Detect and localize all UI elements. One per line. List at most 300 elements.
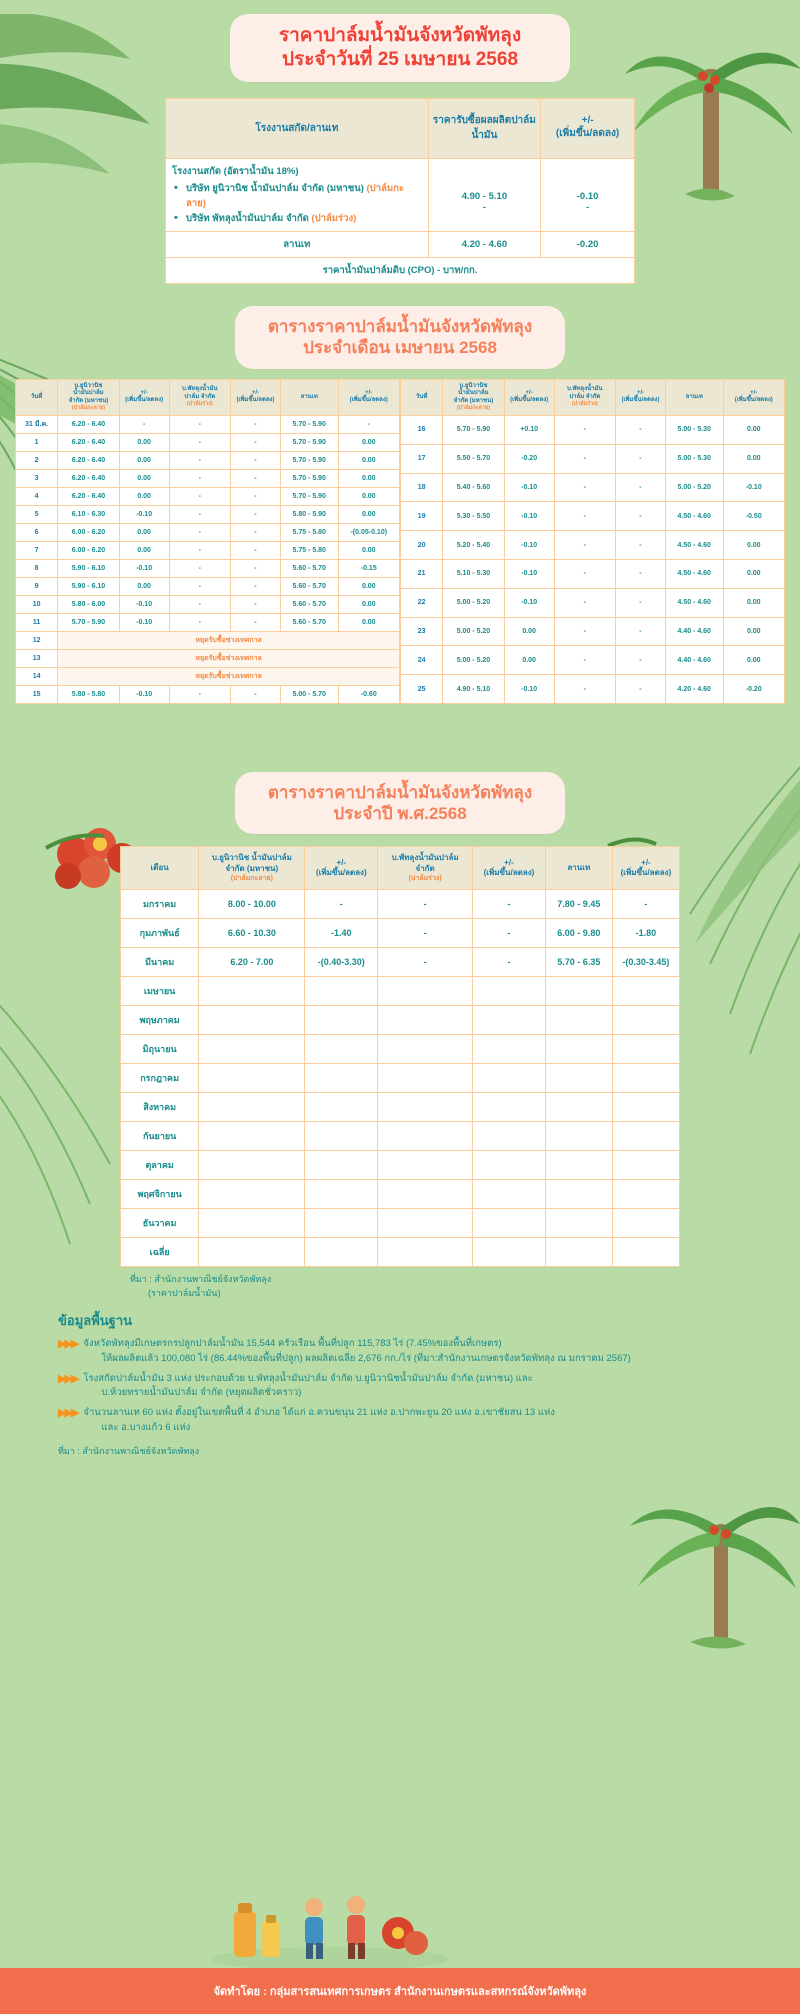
table-row <box>121 1093 680 1122</box>
cell-c1 <box>199 1093 305 1122</box>
cell-c2: +0.10 <box>504 415 554 444</box>
month-table-title <box>235 306 565 369</box>
cell-c3: - <box>169 685 230 703</box>
cell-c1 <box>199 1064 305 1093</box>
cell-day: 4 <box>16 487 58 505</box>
illustration-products-people <box>210 1859 450 1969</box>
cell-c6: 0.00 <box>723 444 784 473</box>
info-row <box>58 1372 758 1401</box>
cell-c4: - <box>473 919 546 948</box>
hdr-line: +/- <box>525 389 533 396</box>
hdr-line: จำกัด (มหาชน) <box>225 863 279 873</box>
cell-day: 5 <box>16 505 58 523</box>
table-row <box>121 1180 680 1209</box>
cell-c4 <box>473 1093 546 1122</box>
lanthe-label: ลานเท <box>166 232 429 258</box>
cell-c2: -0.20 <box>504 444 554 473</box>
cell-c1: 6.20 - 6.40 <box>58 469 119 487</box>
table-row <box>16 613 400 631</box>
cell-c3 <box>378 1035 473 1064</box>
table-row <box>16 451 400 469</box>
table-row <box>121 919 680 948</box>
table-row-mills <box>166 158 635 232</box>
table-row <box>401 588 785 617</box>
table-row <box>16 541 400 559</box>
col-header-change3 <box>723 379 784 415</box>
month-title-line2: ประจำเดือน เมษายน 2568 <box>303 338 497 358</box>
cell-month: มิถุนายน <box>121 1035 199 1064</box>
page-title-line1: ราคาปาล์มน้ำมันจังหวัดพัทลุง <box>278 25 522 46</box>
cell-c4: - <box>616 646 666 675</box>
cell-c2: 0.00 <box>119 523 169 541</box>
palm-tree-icon <box>604 1444 800 1674</box>
table-row <box>121 1035 680 1064</box>
cell-c4: - <box>231 577 281 595</box>
cell-c5 <box>545 1209 612 1238</box>
cell-c1: 5.00 - 5.20 <box>443 646 504 675</box>
cell-c3 <box>378 1093 473 1122</box>
hdr-line: จำกัด (มหาชน) <box>68 397 109 404</box>
cell-c3 <box>378 1238 473 1267</box>
hdr-sub: (ปาล์มกะลาย) <box>230 875 273 883</box>
table-row <box>121 1006 680 1035</box>
lanthe-change: -0.20 <box>541 232 635 258</box>
cell-c3: - <box>554 415 615 444</box>
cell-c6: 0.00 <box>723 415 784 444</box>
table-row <box>401 473 785 502</box>
hdr-line: (เพิ่มขึ้น/ลดลง) <box>236 397 275 404</box>
col-header-phatthalung <box>378 847 473 890</box>
cell-c2: -1.40 <box>305 919 378 948</box>
year-title-line2: ประจำปี พ.ศ.2568 <box>333 804 467 824</box>
mill-change-1: - <box>586 201 590 213</box>
cell-c3: - <box>169 613 230 631</box>
yearly-source <box>130 1273 680 1300</box>
cell-c1: 6.20 - 7.00 <box>199 948 305 977</box>
cell-c3 <box>378 977 473 1006</box>
col-header-change2 <box>616 379 666 415</box>
table-row <box>16 649 400 667</box>
hdr-line: บ.ยูนิวานิช <box>459 382 488 389</box>
cell-c1: 6.00 - 6.20 <box>58 541 119 559</box>
col-header-lanthe: ลานเท <box>665 379 723 415</box>
cell-c1: 6.00 - 6.20 <box>58 523 119 541</box>
col-header-month: เดือน <box>121 847 199 890</box>
cell-c3: - <box>554 473 615 502</box>
hdr-line: บ.ยูนิวานิช น้ำมันปาล์ม <box>211 853 292 863</box>
cell-day: 7 <box>16 541 58 559</box>
hdr-line: +/- <box>504 857 514 867</box>
cell-c4: - <box>231 595 281 613</box>
cell-c2: - <box>119 415 169 433</box>
cell-day: 1 <box>16 433 58 451</box>
cell-month: เฉลี่ย <box>121 1238 199 1267</box>
cell-c5 <box>545 1093 612 1122</box>
cell-c4: - <box>231 541 281 559</box>
cell-c5 <box>545 1035 612 1064</box>
year-table-title <box>235 772 565 835</box>
cell-c4: - <box>231 523 281 541</box>
info-line: และ อ.บางแก้ว 6 แห่ง <box>101 1421 191 1433</box>
yearly-price-table-wrap <box>120 846 680 1300</box>
cell-day: 23 <box>401 617 443 646</box>
cell-c6 <box>612 1122 679 1151</box>
hdr-sub: (ปาล์มร่วง) <box>571 401 598 408</box>
monthly-price-table-left <box>15 379 400 704</box>
hdr-line: น้ำมันปาล์ม <box>458 390 489 397</box>
mill-price-0: 4.90 - 5.10 <box>461 190 508 202</box>
cell-c2: -0.10 <box>504 473 554 502</box>
cell-c5 <box>545 1122 612 1151</box>
cell-c5 <box>545 1006 612 1035</box>
cell-c5: 4.50 - 4.60 <box>665 502 723 531</box>
hdr-line: +/- <box>365 389 373 396</box>
cell-day: 31 มี.ค. <box>16 415 58 433</box>
cell-c6: -0.20 <box>723 675 784 704</box>
table-header-row <box>16 379 400 415</box>
cell-c5: 5.00 - 5.70 <box>280 685 338 703</box>
mill-price-cell <box>428 158 541 232</box>
table-header-row <box>401 379 785 415</box>
cell-c6: -(0.30-3.45) <box>612 948 679 977</box>
cell-c5: 4.40 - 4.60 <box>665 617 723 646</box>
triple-arrow-icon: ▶▶▶ <box>58 1407 78 1420</box>
cell-c1: 5.70 - 5.90 <box>58 613 119 631</box>
cell-c6 <box>612 1006 679 1035</box>
triple-arrow-icon: ▶▶▶ <box>58 1372 78 1385</box>
cell-c4: - <box>616 559 666 588</box>
cell-c1: 5.40 - 5.60 <box>443 473 504 502</box>
cell-c6 <box>612 1209 679 1238</box>
cell-day: 16 <box>401 415 443 444</box>
cell-c1: 8.00 - 10.00 <box>199 890 305 919</box>
col-header-day: วันที่ <box>401 379 443 415</box>
mill-name: บริษัท พัทลุงน้ำมันปาล์ม จำกัด <box>186 212 309 224</box>
cell-month: ตุลาคม <box>121 1151 199 1180</box>
hdr-line: ปาล์ม จำกัด <box>184 393 216 400</box>
cell-c5: 5.75 - 5.80 <box>280 541 338 559</box>
cell-c1 <box>199 1035 305 1064</box>
cell-c6: 0.00 <box>723 646 784 675</box>
cell-c6: 0.00 <box>338 577 399 595</box>
table-row <box>401 502 785 531</box>
col-header-change1 <box>119 379 169 415</box>
table-row <box>401 617 785 646</box>
cell-holiday: หยุดรับซื้อช่วงเทศกาล <box>58 631 400 649</box>
col-header-price: ราคารับซื้อผลผลิตปาล์มน้ำมัน <box>428 98 541 158</box>
cell-day: 19 <box>401 502 443 531</box>
info-text <box>83 1406 554 1435</box>
cell-c5: 5.70 - 5.90 <box>280 451 338 469</box>
cell-c5 <box>545 1180 612 1209</box>
hdr-line: +/- <box>636 389 645 396</box>
cpo-price-text: ราคาน้ำมันปาล์มดิบ (CPO) - บาท/กก. <box>166 258 635 284</box>
cell-day: 14 <box>16 667 58 685</box>
cell-holiday: หยุดรับซื้อช่วงเทศกาล <box>58 649 400 667</box>
hdr-line: (เพิ่มขึ้น/ลดลง) <box>510 397 549 404</box>
cell-c5: 5.60 - 5.70 <box>280 577 338 595</box>
table-row <box>401 675 785 704</box>
hdr-sub: (ปาล์มกะลาย) <box>456 405 491 412</box>
cell-c4: - <box>616 444 666 473</box>
hdr-line: (เพิ่มขึ้น/ลดลง) <box>315 868 367 878</box>
cell-day: 17 <box>401 444 443 473</box>
cell-c6: 0.00 <box>338 487 399 505</box>
cell-c1: 5.50 - 5.70 <box>443 444 504 473</box>
cell-c6 <box>612 1064 679 1093</box>
hdr-line: บ.พัทลุงน้ำมันปาล์ม <box>391 853 459 863</box>
cell-c6 <box>612 1093 679 1122</box>
cell-c1: 5.80 - 6.00 <box>58 595 119 613</box>
hdr-line: น้ำมันปาล์ม <box>73 390 104 397</box>
basic-info-source: ที่มา : สำนักงานพาณิชย์จังหวัดพัทลุง <box>58 1445 200 1456</box>
hdr-line: จำกัด <box>415 863 435 873</box>
table-row <box>16 685 400 703</box>
cell-c1: 4.90 - 5.10 <box>443 675 504 704</box>
basic-info-list <box>58 1337 758 1435</box>
monthly-price-tables <box>15 379 785 704</box>
cell-c4 <box>473 1064 546 1093</box>
hdr-line: +/- <box>336 857 347 867</box>
cell-c6: 0.00 <box>723 559 784 588</box>
cell-c5: 4.50 - 4.60 <box>665 531 723 560</box>
cell-c5 <box>545 1064 612 1093</box>
cell-day: 24 <box>401 646 443 675</box>
cell-c2: -0.10 <box>119 505 169 523</box>
cell-c5: 5.00 - 5.30 <box>665 444 723 473</box>
cell-c3 <box>378 1151 473 1180</box>
cell-c4 <box>473 1151 546 1180</box>
cell-c4: - <box>616 415 666 444</box>
cell-c6 <box>612 977 679 1006</box>
cell-c5: 5.60 - 5.70 <box>280 595 338 613</box>
cell-c6: 0.00 <box>338 469 399 487</box>
cell-c1: 5.00 - 5.20 <box>443 588 504 617</box>
cell-c3: - <box>554 617 615 646</box>
cell-c4: - <box>231 505 281 523</box>
cell-c5 <box>545 977 612 1006</box>
cell-day: 9 <box>16 577 58 595</box>
cell-c2: 0.00 <box>119 487 169 505</box>
col-header-phatthalung <box>169 379 230 415</box>
cell-c6: 0.00 <box>723 617 784 646</box>
cell-c1 <box>199 1122 305 1151</box>
col-header-change3 <box>338 379 399 415</box>
cell-c1: 5.90 - 6.10 <box>58 559 119 577</box>
col-header-change-bottom: (เพิ่มขึ้น/ลดลง) <box>555 128 620 139</box>
cell-c2: 0.00 <box>119 469 169 487</box>
cell-c5: 7.80 - 9.45 <box>545 890 612 919</box>
yearly-price-table <box>120 846 680 1267</box>
info-line: จังหวัดพัทลุงมีเกษตรกรปลูกปาล์มน้ำมัน 15,544 ครัวเรือน พื้นที่ปลูก 115,783 ไร่ (7.45%ของพื้นที่เกษตร) <box>83 1338 502 1350</box>
cell-c3: - <box>169 541 230 559</box>
yearly-source-line2: (ราคาปาล์มน้ำมัน) <box>148 1287 221 1298</box>
lanthe-price: 4.20 - 4.60 <box>428 232 541 258</box>
cell-month: มกราคม <box>121 890 199 919</box>
cell-c4 <box>473 1180 546 1209</box>
cell-c5 <box>545 1151 612 1180</box>
mill-cell <box>166 158 429 232</box>
cell-c1 <box>199 1006 305 1035</box>
hdr-sub: (ปาล์มร่วง) <box>186 401 213 408</box>
cell-c5: 5.00 - 5.30 <box>665 415 723 444</box>
table-row <box>16 577 400 595</box>
table-row <box>401 444 785 473</box>
hdr-line: +/- <box>251 389 260 396</box>
cell-c6 <box>612 1151 679 1180</box>
footer-text: จัดทำโดย : กลุ่มสารสนเทศการเกษตร สำนักงานเกษตรและสหกรณ์จังหวัดพัทลุง <box>213 1986 587 1998</box>
mill-price-1: - <box>482 201 486 213</box>
hdr-line: บ.พัทลุงน้ำมัน <box>182 386 218 393</box>
cell-c2: 0.00 <box>119 451 169 469</box>
cell-c4: - <box>231 613 281 631</box>
cell-c4: - <box>616 675 666 704</box>
cell-c3: - <box>554 675 615 704</box>
cell-c3 <box>378 1180 473 1209</box>
cell-c5: 5.00 - 5.20 <box>665 473 723 502</box>
cell-c4: - <box>231 487 281 505</box>
cell-c5: 5.60 - 5.70 <box>280 613 338 631</box>
cell-c6: - <box>338 415 399 433</box>
basic-info-heading: ข้อมูลพื้นฐาน <box>58 1313 133 1329</box>
table-row <box>121 1122 680 1151</box>
cell-c2: -0.10 <box>504 559 554 588</box>
cell-c4: - <box>231 469 281 487</box>
col-header-lanthe: ลานเท <box>545 847 612 890</box>
cell-c4 <box>473 1238 546 1267</box>
cell-c2 <box>305 1035 378 1064</box>
cell-month: พฤศจิกายน <box>121 1180 199 1209</box>
table-row-cpo <box>166 258 635 284</box>
hdr-line: (เพิ่มขึ้น/ลดลง) <box>734 397 773 404</box>
col-header-change <box>541 98 635 158</box>
monthly-left-body <box>16 415 400 703</box>
table-row <box>16 631 400 649</box>
cell-c4: - <box>231 415 281 433</box>
col-header-factory: โรงงานสกัด/ลานเท <box>166 98 429 158</box>
cell-c3: - <box>554 588 615 617</box>
mill-note: (ปาล์มกะลาย) <box>186 182 404 209</box>
list-item <box>172 181 422 211</box>
cell-c1: 6.10 - 6.30 <box>58 505 119 523</box>
cell-day: 2 <box>16 451 58 469</box>
cell-c4: - <box>616 531 666 560</box>
cell-c3: - <box>169 433 230 451</box>
cell-month: มีนาคม <box>121 948 199 977</box>
cell-c3: - <box>378 948 473 977</box>
cell-month: กุมภาพันธ์ <box>121 919 199 948</box>
table-row <box>401 531 785 560</box>
cell-c2: 0.00 <box>504 617 554 646</box>
col-header-change2 <box>473 847 546 890</box>
cell-c2: 0.00 <box>504 646 554 675</box>
cell-c4: - <box>231 559 281 577</box>
col-header-univanich <box>58 379 119 415</box>
yearly-source-line1: ที่มา : สำนักงานพาณิชย์จังหวัดพัทลุง <box>130 1274 272 1285</box>
cell-month: สิงหาคม <box>121 1093 199 1122</box>
col-header-change3 <box>612 847 679 890</box>
hdr-line: +/- <box>641 857 651 867</box>
cell-month: ธันวาคม <box>121 1209 199 1238</box>
cell-c6: 0.00 <box>338 541 399 559</box>
cell-day: 6 <box>16 523 58 541</box>
cell-c2: 0.00 <box>119 433 169 451</box>
cell-day: 25 <box>401 675 443 704</box>
table-row <box>16 667 400 685</box>
cell-c6: 0.00 <box>338 505 399 523</box>
cell-c1: 5.10 - 5.30 <box>443 559 504 588</box>
col-header-univanich <box>443 379 504 415</box>
cell-c2 <box>305 1093 378 1122</box>
hdr-line: ปาล์ม จำกัด <box>569 393 601 400</box>
table-row <box>16 523 400 541</box>
col-header-change1 <box>504 379 554 415</box>
cell-c4: - <box>616 588 666 617</box>
table-row <box>16 595 400 613</box>
hdr-line: บ.ยูนิวานิช <box>74 382 103 389</box>
footer-bar <box>0 1968 800 2014</box>
cell-day: 20 <box>401 531 443 560</box>
cell-c6: -1.80 <box>612 919 679 948</box>
cell-c6 <box>612 1035 679 1064</box>
cell-day: 3 <box>16 469 58 487</box>
cell-c2: -0.10 <box>119 559 169 577</box>
hdr-sub: (ปาล์มร่วง) <box>408 875 442 883</box>
cell-c4 <box>473 977 546 1006</box>
cell-c3 <box>378 1064 473 1093</box>
cell-c6: 0.00 <box>723 588 784 617</box>
cell-day: 10 <box>16 595 58 613</box>
cell-holiday: หยุดรับซื้อช่วงเทศกาล <box>58 667 400 685</box>
info-line: โรงสกัดปาล์มน้ำมัน 3 แห่ง ประกอบด้วย บ.พัทลุงน้ำมันปาล์ม จำกัด บ.ยูนิวานิชน้ำมันปาล์ม จำกัด (มหาชน) และ <box>83 1372 533 1384</box>
basic-info-section <box>58 1310 758 1457</box>
table-row-lanthe <box>166 232 635 258</box>
cell-c5: 5.70 - 5.90 <box>280 487 338 505</box>
info-line: ให้ผลผลิตแล้ว 100,080 ไร่ (86.44%ของพื้นที่ปลูก) ผลผลิตเฉลี่ย 2,676 กก./ไร่ (ที่มา:สำนักงานเกษตรจังหวัดพัทลุง ณ มกราคม 2567) <box>101 1353 631 1365</box>
col-header-univanich <box>199 847 305 890</box>
table-row <box>121 1238 680 1267</box>
cell-c3: - <box>378 919 473 948</box>
hdr-line: +/- <box>750 389 758 396</box>
cell-c2: -0.10 <box>504 588 554 617</box>
info-row <box>58 1406 758 1435</box>
cell-c3: - <box>554 502 615 531</box>
monthly-right-body <box>401 415 785 703</box>
table-row <box>121 1151 680 1180</box>
cell-c4: - <box>231 451 281 469</box>
table-row <box>121 1209 680 1238</box>
table-row <box>16 505 400 523</box>
cell-c6: -0.50 <box>723 502 784 531</box>
cell-c1: 5.20 - 5.40 <box>443 531 504 560</box>
cell-c3 <box>378 1006 473 1035</box>
table-row <box>16 559 400 577</box>
cell-day: 13 <box>16 649 58 667</box>
table-row <box>16 487 400 505</box>
table-header-row <box>166 98 635 158</box>
table-row <box>121 1064 680 1093</box>
cell-c5: 5.70 - 5.90 <box>280 433 338 451</box>
hdr-line: +/- <box>140 389 148 396</box>
cell-day: 21 <box>401 559 443 588</box>
cell-c4: - <box>616 502 666 531</box>
cell-c5: 5.70 - 5.90 <box>280 469 338 487</box>
col-header-change2 <box>231 379 281 415</box>
cell-c3: - <box>169 505 230 523</box>
hdr-sub: (ปาล์มกะลาย) <box>71 405 106 412</box>
cell-month: เมษายน <box>121 977 199 1006</box>
cell-c2: 0.00 <box>119 541 169 559</box>
